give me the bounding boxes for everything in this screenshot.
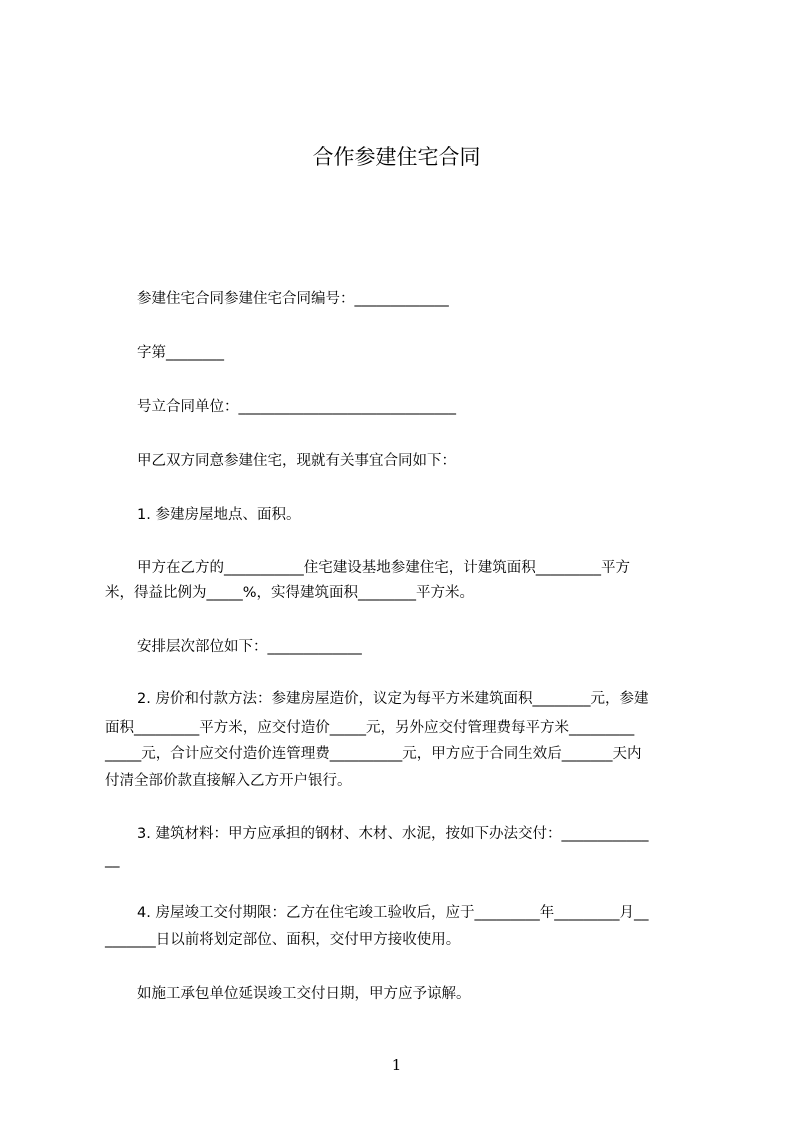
contracting-parties-line: 号立合同单位：______________________________	[137, 399, 456, 415]
clause-2-text-line: 付清全部价款直接解入乙方开户银行。	[105, 773, 352, 789]
contract-number-line: 参建住宅合同参建住宅合同编号：_____________	[137, 291, 449, 307]
floor-allocation-line: 安排层次部位如下：_____________	[137, 639, 362, 655]
document-title: 合作参建住宅合同	[312, 145, 481, 169]
clause-1-text-line: 米，得益比例为_____%，实得建筑面积________平方米。	[105, 585, 475, 601]
preamble-paragraph: 甲乙双方同意参建住宅，现就有关事宜合同如下：	[137, 453, 456, 469]
clause-2-text-line: _____元，合计应交付造价连管理费__________元，甲方应于合同生效后_______天内	[105, 746, 642, 762]
clause-3-text-line: 3. 建筑材料：甲方应承担的钢材、木材、水泥，按如下办法交付：____________	[137, 826, 649, 842]
page-number: 1	[391, 1056, 402, 1074]
clause-2-text-line: 面积_________平方米，应交付造价_____元，另外应交付管理费每平方米_________	[105, 720, 635, 736]
delay-clause-line: 如施工承包单位延误竣工交付日期，甲方应予谅解。	[137, 986, 471, 1002]
clause-1-heading: 1. 参建房屋地点、面积。	[137, 507, 301, 523]
clause-2-text-line: 2. 房价和付款方法：参建房屋造价，议定为每平方米建筑面积________元，参建	[137, 691, 649, 707]
clause-1-text-line: 甲方在乙方的___________住宅建设基地参建住宅，计建筑面积_________平方	[137, 560, 630, 576]
clause-4-text-line: 4. 房屋竣工交付期限：乙方在住宅竣工验收后，应于_________年_________月__	[137, 905, 649, 921]
clause-3-text-line: __	[105, 852, 120, 868]
clause-4-text-line: _______日以前将划定部位、面积，交付甲方接收使用。	[105, 932, 461, 948]
contract-serial-line: 字第________	[137, 345, 224, 361]
